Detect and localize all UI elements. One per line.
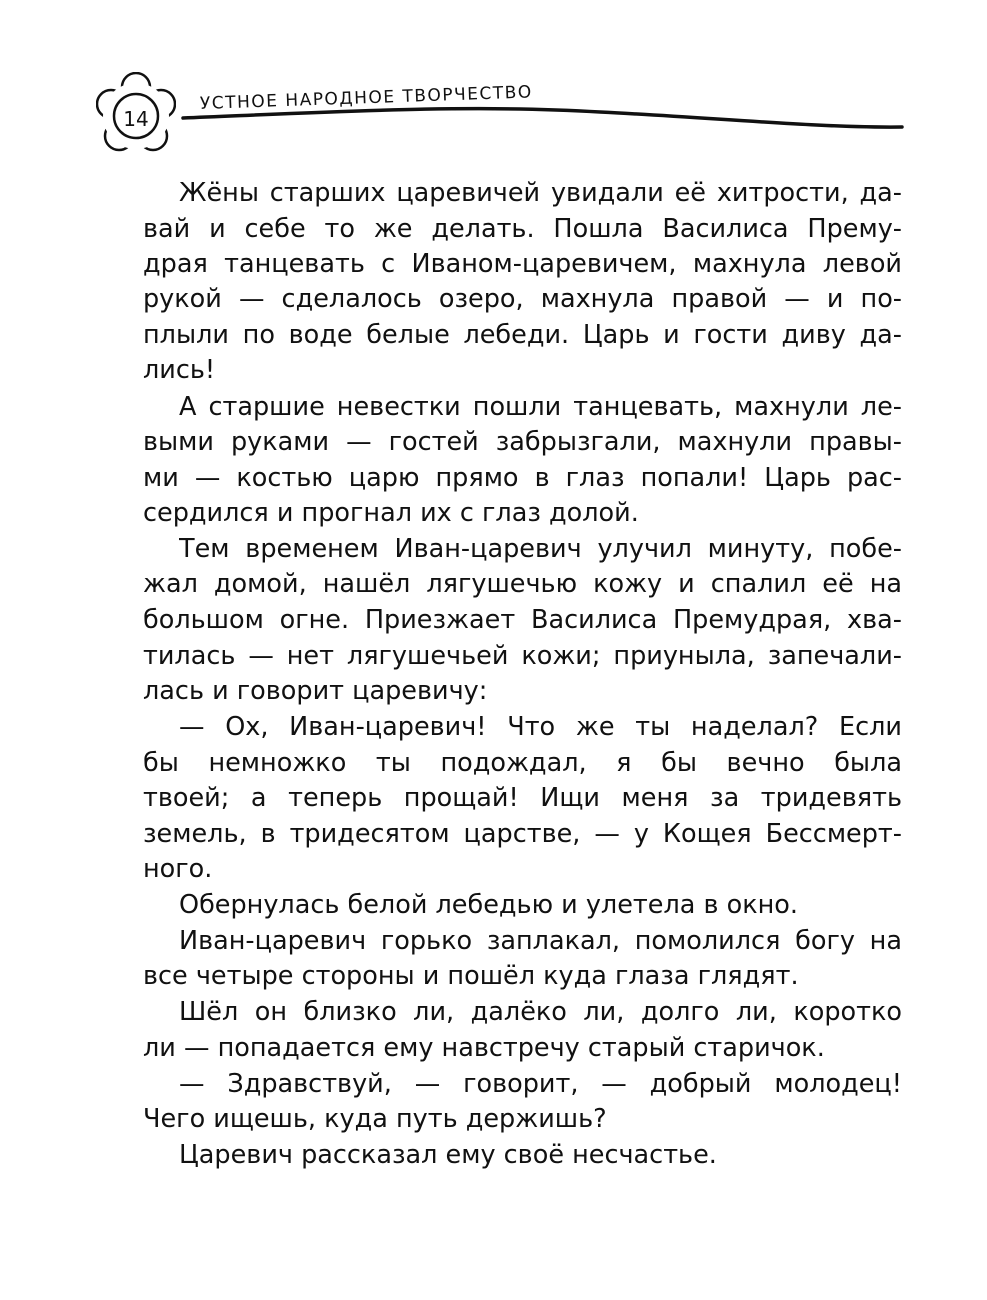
text-line: — Здравствуй, — говорит, — добрый молодец! [179,1069,902,1099]
text-line: ми — костью царю прямо в глаз попали! Царь рас- [143,463,902,493]
text-line: жал домой, нашёл лягушечью кожу и спалил её на [143,569,902,599]
text-line: земель, в тридесятом царстве, — у Кощея Бессмерт- [143,819,902,849]
text-line: твоей; а теперь прощай! Ищи меня за тридевять [143,783,902,813]
text-line: большом огне. Приезжает Василиса Премудрая, хва- [143,605,902,635]
text-line: тилась — нет лягушечьей кожи; приуныла, запечали- [143,641,902,671]
text-line: плыли по воде белые лебеди. Царь и гости диву да- [143,320,902,350]
text-line: Шёл он близко ли, далёко ли, долго ли, коротко [179,997,902,1027]
text-line: драя танцевать с Иваном-царевичем, махнула левой [143,249,902,279]
text-line: — Ох, Иван-царевич! Что же ты наделал? Если [179,712,902,742]
text-line: ного. [143,854,213,884]
text-line: Обернулась белой лебедью и улетела в окно. [179,890,798,920]
text-line: А старшие невестки пошли танцевать, махнули ле- [179,392,902,422]
text-line: бы немножко ты подождал, я бы вечно была [143,748,902,778]
page-number: 14 [123,107,149,131]
text-line: Чего ищешь, куда путь держишь? [143,1104,607,1134]
text-line: Тем временем Иван-царевич улучил минуту, побе- [179,534,902,564]
section-title: УСТНОЕ НАРОДНОЕ ТВОРЧЕСТВО [199,82,534,114]
text-line: лась и говорит царевичу: [143,676,488,706]
text-line: выми руками — гостей забрызгали, махнули правы- [143,427,902,457]
text-line: ли — попадается ему навстречу старый старичок. [143,1033,825,1063]
text-line: лись! [143,355,216,385]
text-line: рукой — сделалось озеро, махнула правой — и по- [143,284,902,314]
text-line: все четыре стороны и пошёл куда глаза глядят. [143,961,799,991]
text-line: Жёны старших царевичей увидали её хитрости, да- [179,178,902,208]
text-line: Иван-царевич горько заплакал, помолился богу на [179,926,902,956]
text-line: вай и себе то же делать. Пошла Василиса Прему- [143,214,902,244]
text-line: сердился и прогнал их с глаз долой. [143,498,639,528]
text-line: Царевич рассказал ему своё несчастье. [179,1140,717,1170]
